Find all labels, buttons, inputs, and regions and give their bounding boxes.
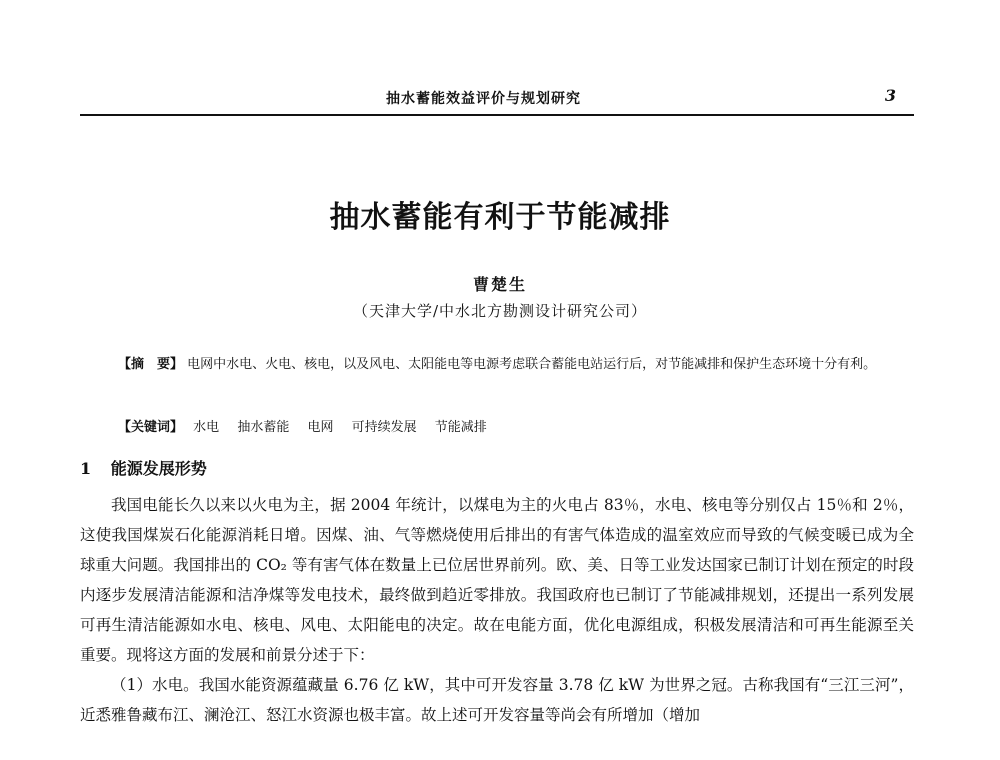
abstract-text: 电网中水电、火电、核电，以及风电、太阳能电等电源考虑联合蓄能电站运行后，对节能减排和保护生态环境十分有利。 <box>187 357 877 372</box>
section-title: 能源发展形势 <box>110 459 207 478</box>
body-text <box>80 490 914 730</box>
abstract <box>118 354 918 376</box>
abstract-label: 【摘 要】 <box>118 357 184 372</box>
article-author: 曹楚生 <box>472 275 527 294</box>
keyword: 电网 <box>307 420 334 435</box>
article-title: 抽水蓄能有利于节能减排 <box>329 200 671 235</box>
keyword: 抽水蓄能 <box>237 420 290 435</box>
section-number: 1 <box>80 459 92 478</box>
section-heading <box>80 456 207 479</box>
keyword: 节能减排 <box>434 420 487 435</box>
running-title: 抽水蓄能效益评价与规划研究 <box>386 91 581 107</box>
article-affiliation: （天津大学/中水北方勘测设计研究公司） <box>352 302 648 320</box>
paragraph: 我国电能长久以来以火电为主，据 2004 年统计，以煤电为主的火电占 83％，水电、核电等分别仅占 15％和 2％，这使我国煤炭石化能源消耗日增。因煤、油、气等燃烧使用后排出的有害气体造成的温室效应而导致的气候变暖已成为全球重大问题。我国排出的 CO₂ 等有害气体在数量上已位居世界前列。欧、美、日等工业发达国家已制订计划在预定的时段内逐步发展清洁能源和洁净煤等发电技术，最终做到趋近零排放。我国政府也已制订了节能减排规划，还提出一系列发展可再生清洁能源如水电、核电、风电、太阳能电的决定。故在电能方面，优化电源组成，积极发展清洁和可再生能源至关重要。现将这方面的发展和前景分述于下： <box>80 496 914 664</box>
running-header <box>80 88 912 114</box>
keywords <box>118 416 918 435</box>
page-number: 3 <box>884 86 896 105</box>
keyword: 水电 <box>193 420 220 435</box>
header-rule <box>80 114 914 116</box>
keywords-label: 【关键词】 <box>118 420 184 435</box>
keyword: 可持续发展 <box>351 420 417 435</box>
paragraph: （1）水电。我国水能资源蕴藏量 6.76 亿 kW，其中可开发容量 3.78 亿 kW 为世界之冠。古称我国有“三江三河”，近悉雅鲁藏布江、澜沧江、怒江水资源也极丰富。故上述可开发容量等尚会有所增加（增加 <box>80 676 914 724</box>
